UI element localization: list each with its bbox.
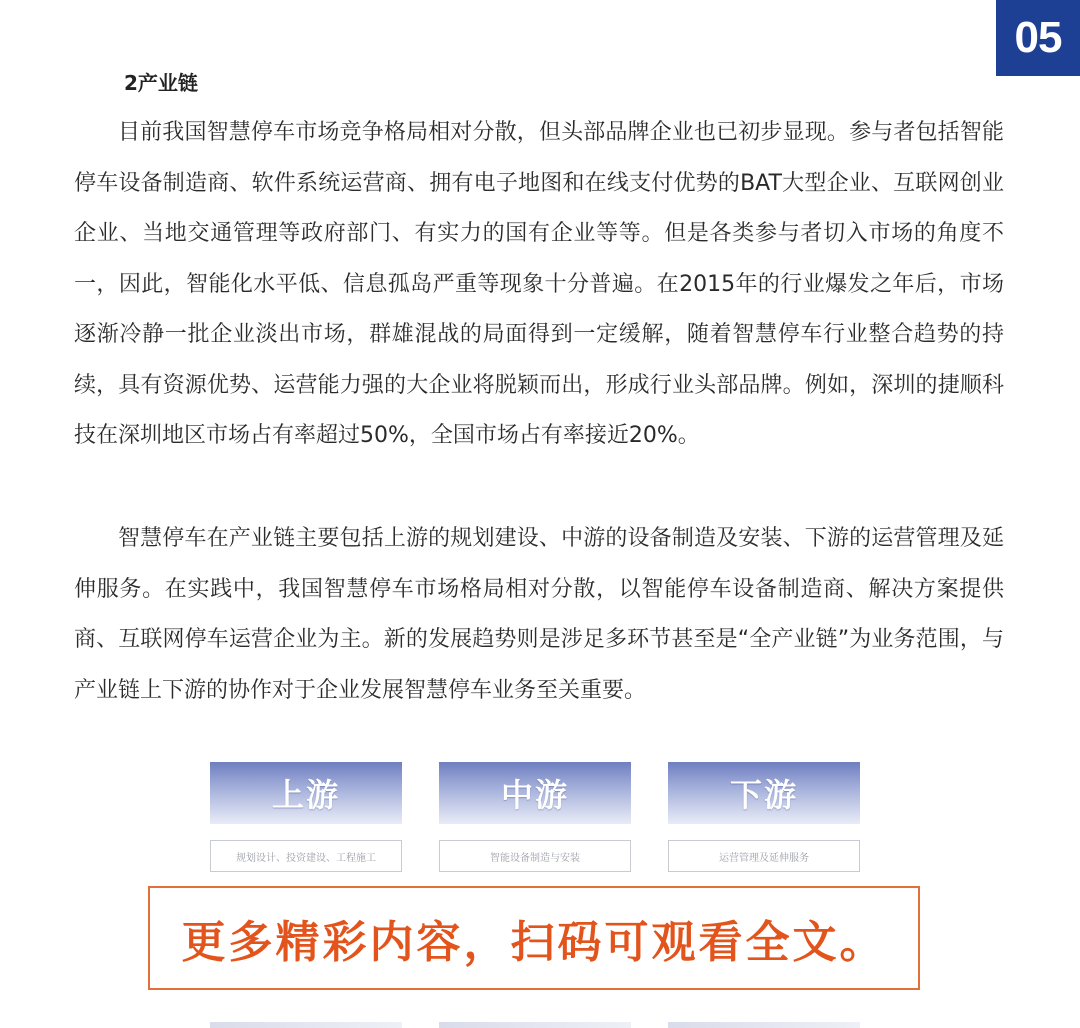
chain-stage-downstream [668, 762, 860, 872]
chain-stage-label: 上游 [210, 762, 402, 824]
section-title: 2产业链 [124, 71, 198, 95]
bottom-bar [210, 1022, 402, 1028]
page-number-badge: 05 [996, 0, 1080, 76]
bottom-fade-hint [210, 1022, 860, 1028]
paragraph-2-text: 智慧停车在产业链主要包括上游的规划建设、中游的设备制造及安装、下游的运营管理及延伸服务。在实践中，我国智慧停车市场格局相对分散，以智能停车设备制造商、解决方案提供商、互联网停车运营企业为主。新的发展趋势则是涉足多环节甚至是“全产业链”为业务范围，与产业链上下游的协作对于企业发展智慧停车业务至关重要。 [74, 526, 1004, 703]
chain-stage-detail: 运营管理及延伸服务 [668, 840, 860, 872]
paragraph-1 [74, 108, 1004, 462]
chain-stage-midstream [439, 762, 631, 872]
chain-stage-upstream [210, 762, 402, 872]
paragraph-2 [74, 514, 1004, 716]
chain-stage-label: 中游 [439, 762, 631, 824]
paragraph-1-text: 目前我国智慧停车市场竞争格局相对分散，但头部品牌企业也已初步显现。参与者包括智能停车设备制造商、软件系统运营商、拥有电子地图和在线支付优势的BAT大型企业、互联网创业企业、当地交通管理等政府部门、有实力的国有企业等等。但是各类参与者切入市场的角度不一，因此，智能化水平低、信息孤岛严重等现象十分普遍。在2015年的行业爆发之年后，市场逐渐冷静一批企业淡出市场，群雄混战的局面得到一定缓解，随着智慧停车行业整合趋势的持续，具有资源优势、运营能力强的大企业将脱颖而出，形成行业头部品牌。例如，深圳的捷顺科技在深圳地区市场占有率超过50%，全国市场占有率接近20%。 [74, 120, 1004, 448]
chain-stage-detail: 智能设备制造与安装 [439, 840, 631, 872]
read-more-banner[interactable] [148, 886, 920, 990]
bottom-bar [668, 1022, 860, 1028]
read-more-text: 更多精彩内容，扫码可观看全文。 [181, 917, 887, 968]
bottom-bar [439, 1022, 631, 1028]
chain-stage-detail: 规划设计、投资建设、工程施工 [210, 840, 402, 872]
chain-stage-label: 下游 [668, 762, 860, 824]
industry-chain-diagram [210, 762, 860, 882]
